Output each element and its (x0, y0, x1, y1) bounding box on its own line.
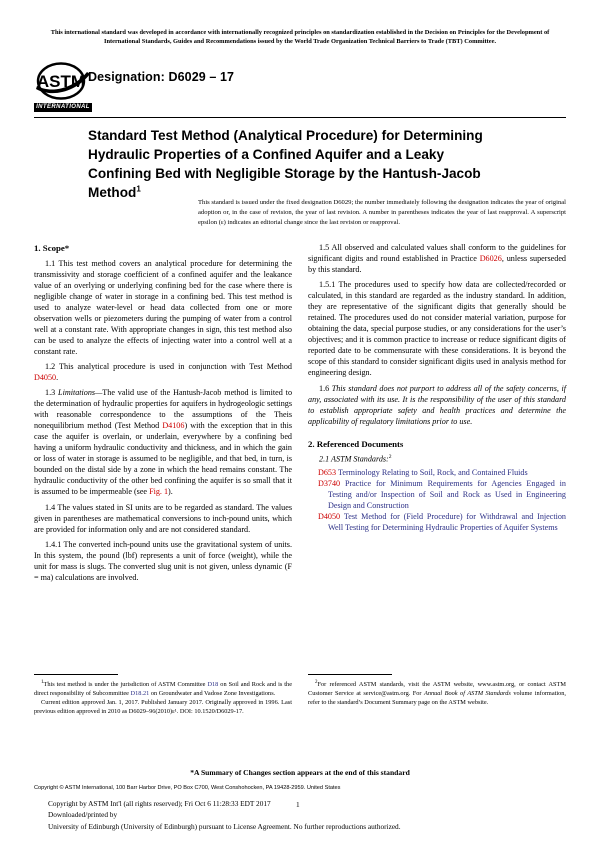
footnote-2-text-b: volume information, refer to the standard’s Document Summary page on the ASTM website. (308, 690, 566, 706)
download-stamp-line-2: Downloaded/printed by (48, 810, 118, 820)
link-d6026[interactable]: D6026 (479, 253, 502, 263)
footnote-left (34, 674, 292, 717)
reference-item[interactable] (308, 479, 566, 512)
column-right (308, 243, 566, 534)
paragraph-1-3-text-c: ) with the exception that in this case the aquifer is overlain, or underlain, everywhere by a confining bed having a uniform hydraulic conductivity and thickness, and in which the gain or loss of water in storage is assumed to be negligible, and that bed, in turn, is bounded on the distal side by a zone in which the head remains constant. The hydraulic conductivity of the other bed confining the aquifer is so small that it is assumed to be impermeable (see (34, 421, 292, 497)
reference-title[interactable]: Terminology Relating to Soil, Rock, and Contained Fluids (337, 468, 528, 478)
link-d18[interactable]: D18 (207, 681, 219, 689)
paragraph-1-3 (34, 388, 292, 498)
reference-id[interactable]: D3740 (318, 478, 341, 488)
footnote-2-text-a: For referenced ASTM standards, visit the ASTM website, www.astm.org, or contact ASTM Customer Service at service@astm.org. For (308, 681, 566, 698)
paragraph-1-1: 1.1 This test method covers an analytical procedure for determining the transmissivity and storage coefficient of a confined aquifer and the leakance value of an overlying or underlying confining bed for the case where there is negligible change of water in storage in a confining bed. This test method is used to analyze water-level or head data collected from one or more observation wells or piezometers during the pumping of water from a control well at a constant rate. With appropriate changes in sign, this test method also can be used to analyze the effects of injecting water into a control well at a constant rate. (34, 258, 292, 356)
download-stamp-line-1: Copyright by ASTM Int'l (all rights reserved); Fri Oct 6 11:28:33 EDT 2017 (48, 799, 271, 808)
paragraph-1-6 (308, 384, 566, 428)
astm-logo (34, 62, 94, 114)
reference-title[interactable]: Test Method for (Field Procedure) for Withdrawal and Injection Well Testing for Determining Hydraulic Properties of Aquifer Systems (328, 511, 566, 532)
paragraph-1-6-number: 1.6 (319, 383, 332, 393)
paragraph-1-2 (34, 362, 292, 384)
footnote-edition-info: Current edition approved Jan. 1, 2017. Published January 2017. Originally approved in 1996. Last previous edition approved in 2010 as D6029–96(2010)ε¹. DOI: 10.1520/D6029-17. (34, 698, 292, 715)
footnote-divider (308, 674, 392, 675)
subheading-astm-standards-text: 2.1 ASTM Standards: (319, 455, 389, 465)
paragraph-1-5 (308, 243, 566, 276)
svg-text:ASTM: ASTM (36, 72, 86, 91)
footnote-1-marker: 1 (41, 680, 44, 685)
paragraph-1-5-1: 1.5.1 The procedures used to specify how data are collected/recorded or calculated, in this standard are regarded as the industry standard. In addition, they are representative of the significant digits that generally should be retained. The procedures used do not consider material variation, purpose for obtaining the data, special purpose studies, or any considerations for the user’s objectives; and it is common practice to increase or reduce significant digits of reported date to be commensurate with these considerations. It is beyond the scope of this standard to consider significant digits used in analysis method for engineering design. (308, 280, 566, 378)
heading-referenced-documents: 2. Referenced Documents (308, 438, 404, 449)
footnote-1-text-c: on Groundwater and Vadose Zone Investigations. (149, 690, 276, 698)
footnote-divider (34, 674, 118, 675)
header-divider (34, 117, 566, 118)
link-fig-1[interactable]: Fig. 1 (149, 487, 169, 497)
reference-id[interactable]: D4050 (318, 511, 341, 521)
reference-item[interactable] (308, 512, 566, 534)
footnote-2 (308, 679, 566, 708)
reference-title[interactable]: Practice for Minimum Requirements for Agencies Engaged in Testing and/or Inspection of Soil and Rock as Used in Engineering Design and Construction (328, 478, 566, 510)
footnote-2-text-italic: Annual Book of ASTM Standards (423, 690, 511, 698)
designation-label: Designation: D6029 – 17 (88, 70, 235, 84)
astm-logo-subtext: INTERNATIONAL (34, 103, 92, 112)
link-d4106[interactable]: D4106 (162, 421, 185, 431)
paragraph-1-3-lead: Limitations— (58, 388, 103, 398)
page-number: 1 (296, 800, 300, 809)
paragraph-1-5-text-a: 1.5 All observed and calculated values shall conform to the guidelines for significant digits and round established in Practice (308, 243, 566, 263)
paragraph-1-3-number: 1.3 (45, 388, 59, 398)
paragraph-1-4-1: 1.4.1 The converted inch-pound units use the gravitational system of units. In this system, the pound (lbf) represents a unit of force (weight), while the unit for mass is slugs. The converted slug unit is not given, unless dynamic (F = ma) calculations are involved. (34, 540, 292, 582)
paragraph-1-2-text-a: 1.2 This analytical procedure is used in conjunction with Test Method (45, 362, 292, 372)
link-d18-21[interactable]: D18.21 (130, 690, 150, 698)
footnote-right (308, 674, 566, 708)
paragraph-1-2-text-b: . (56, 373, 59, 383)
reference-item[interactable] (308, 468, 566, 479)
page-title-footnote-marker: 1 (136, 184, 141, 194)
subheading-astm-standards (308, 454, 566, 466)
page-title (88, 126, 508, 203)
download-stamp-line-3: University of Edinburgh (University of Edinburgh) pursuant to License Agreement. No further reproductions authorized. (48, 821, 401, 831)
paragraph-1-3-text-d: ). (168, 487, 173, 497)
summary-of-changes-note: *A Summary of Changes section appears at the end of this standard (190, 768, 410, 777)
subheading-footnote-marker: 2 (388, 454, 392, 461)
astm-logo-mark (34, 62, 92, 102)
footnote-2-marker: 2 (315, 680, 318, 685)
copyright-notice: Copyright © ASTM International, 100 Barr Harbor Drive, PO Box C700, West Conshohocken, PA 19428-2959. United States (34, 785, 341, 791)
footnote-1-text-b: on Soil and Rock and is the direct responsibility of Subcommittee (34, 681, 293, 698)
footnote-1-text-a: This test method is under the jurisdiction of ASTM Committee (43, 681, 208, 689)
page-title-text: Standard Test Method (Analytical Procedure) for Determining Hydraulic Properties of a Confined Aquifer and a Leaky Confining Bed with Negligible Storage by the Hantush-Jacob Method (88, 128, 483, 201)
reference-id[interactable]: D653 (318, 468, 337, 478)
paragraph-1-4: 1.4 The values stated in SI units are to be regarded as standard. The values given in parentheses are mathematical conversions to inch-pound units, which are provided for information only and are not considered standard. (34, 502, 292, 534)
column-left (34, 243, 292, 584)
issue-statement: This standard is issued under the fixed designation D6029; the number immediately following the designation indicates the year of original adoption or, in the case of revision, the year of last revision. A number in parentheses indicates the year of last reapproval. A superscript epsilon (ε) indicates an editorial change since the last revision or reapproval. (198, 199, 566, 227)
paragraph-1-6-text: This standard does not purport to address all of the safety concerns, if any, associated with its use. It is the responsibility of the user of this standard to establish appropriate safety and health practices and determine the applicability of regulatory limitations prior to use. (308, 383, 567, 426)
footnote-1 (34, 679, 292, 699)
wto-statement: This international standard was developed in accordance with internationally recognized principles on standardization established in the Decision on Principles for the Development of International Standards, Guides and Recommendations issued by the World Trade Organization Technical Barriers to Trade (TBT) Committee. (50, 29, 550, 46)
paragraph-1-5-text-b: , unless superseded by this standard. (308, 253, 566, 274)
download-stamp (48, 798, 508, 832)
link-d4050[interactable]: D4050 (34, 373, 57, 383)
paragraph-1-3-text-b: The valid use of the Hantush-Jacob method is limited to the determination of hydraulic properties for aquifers in hydrogeologic settings with reasonable correspondence to the assumptions of the Theis nonequilibrium method (Test Method (34, 388, 293, 431)
heading-scope: 1. Scope* (34, 243, 70, 253)
